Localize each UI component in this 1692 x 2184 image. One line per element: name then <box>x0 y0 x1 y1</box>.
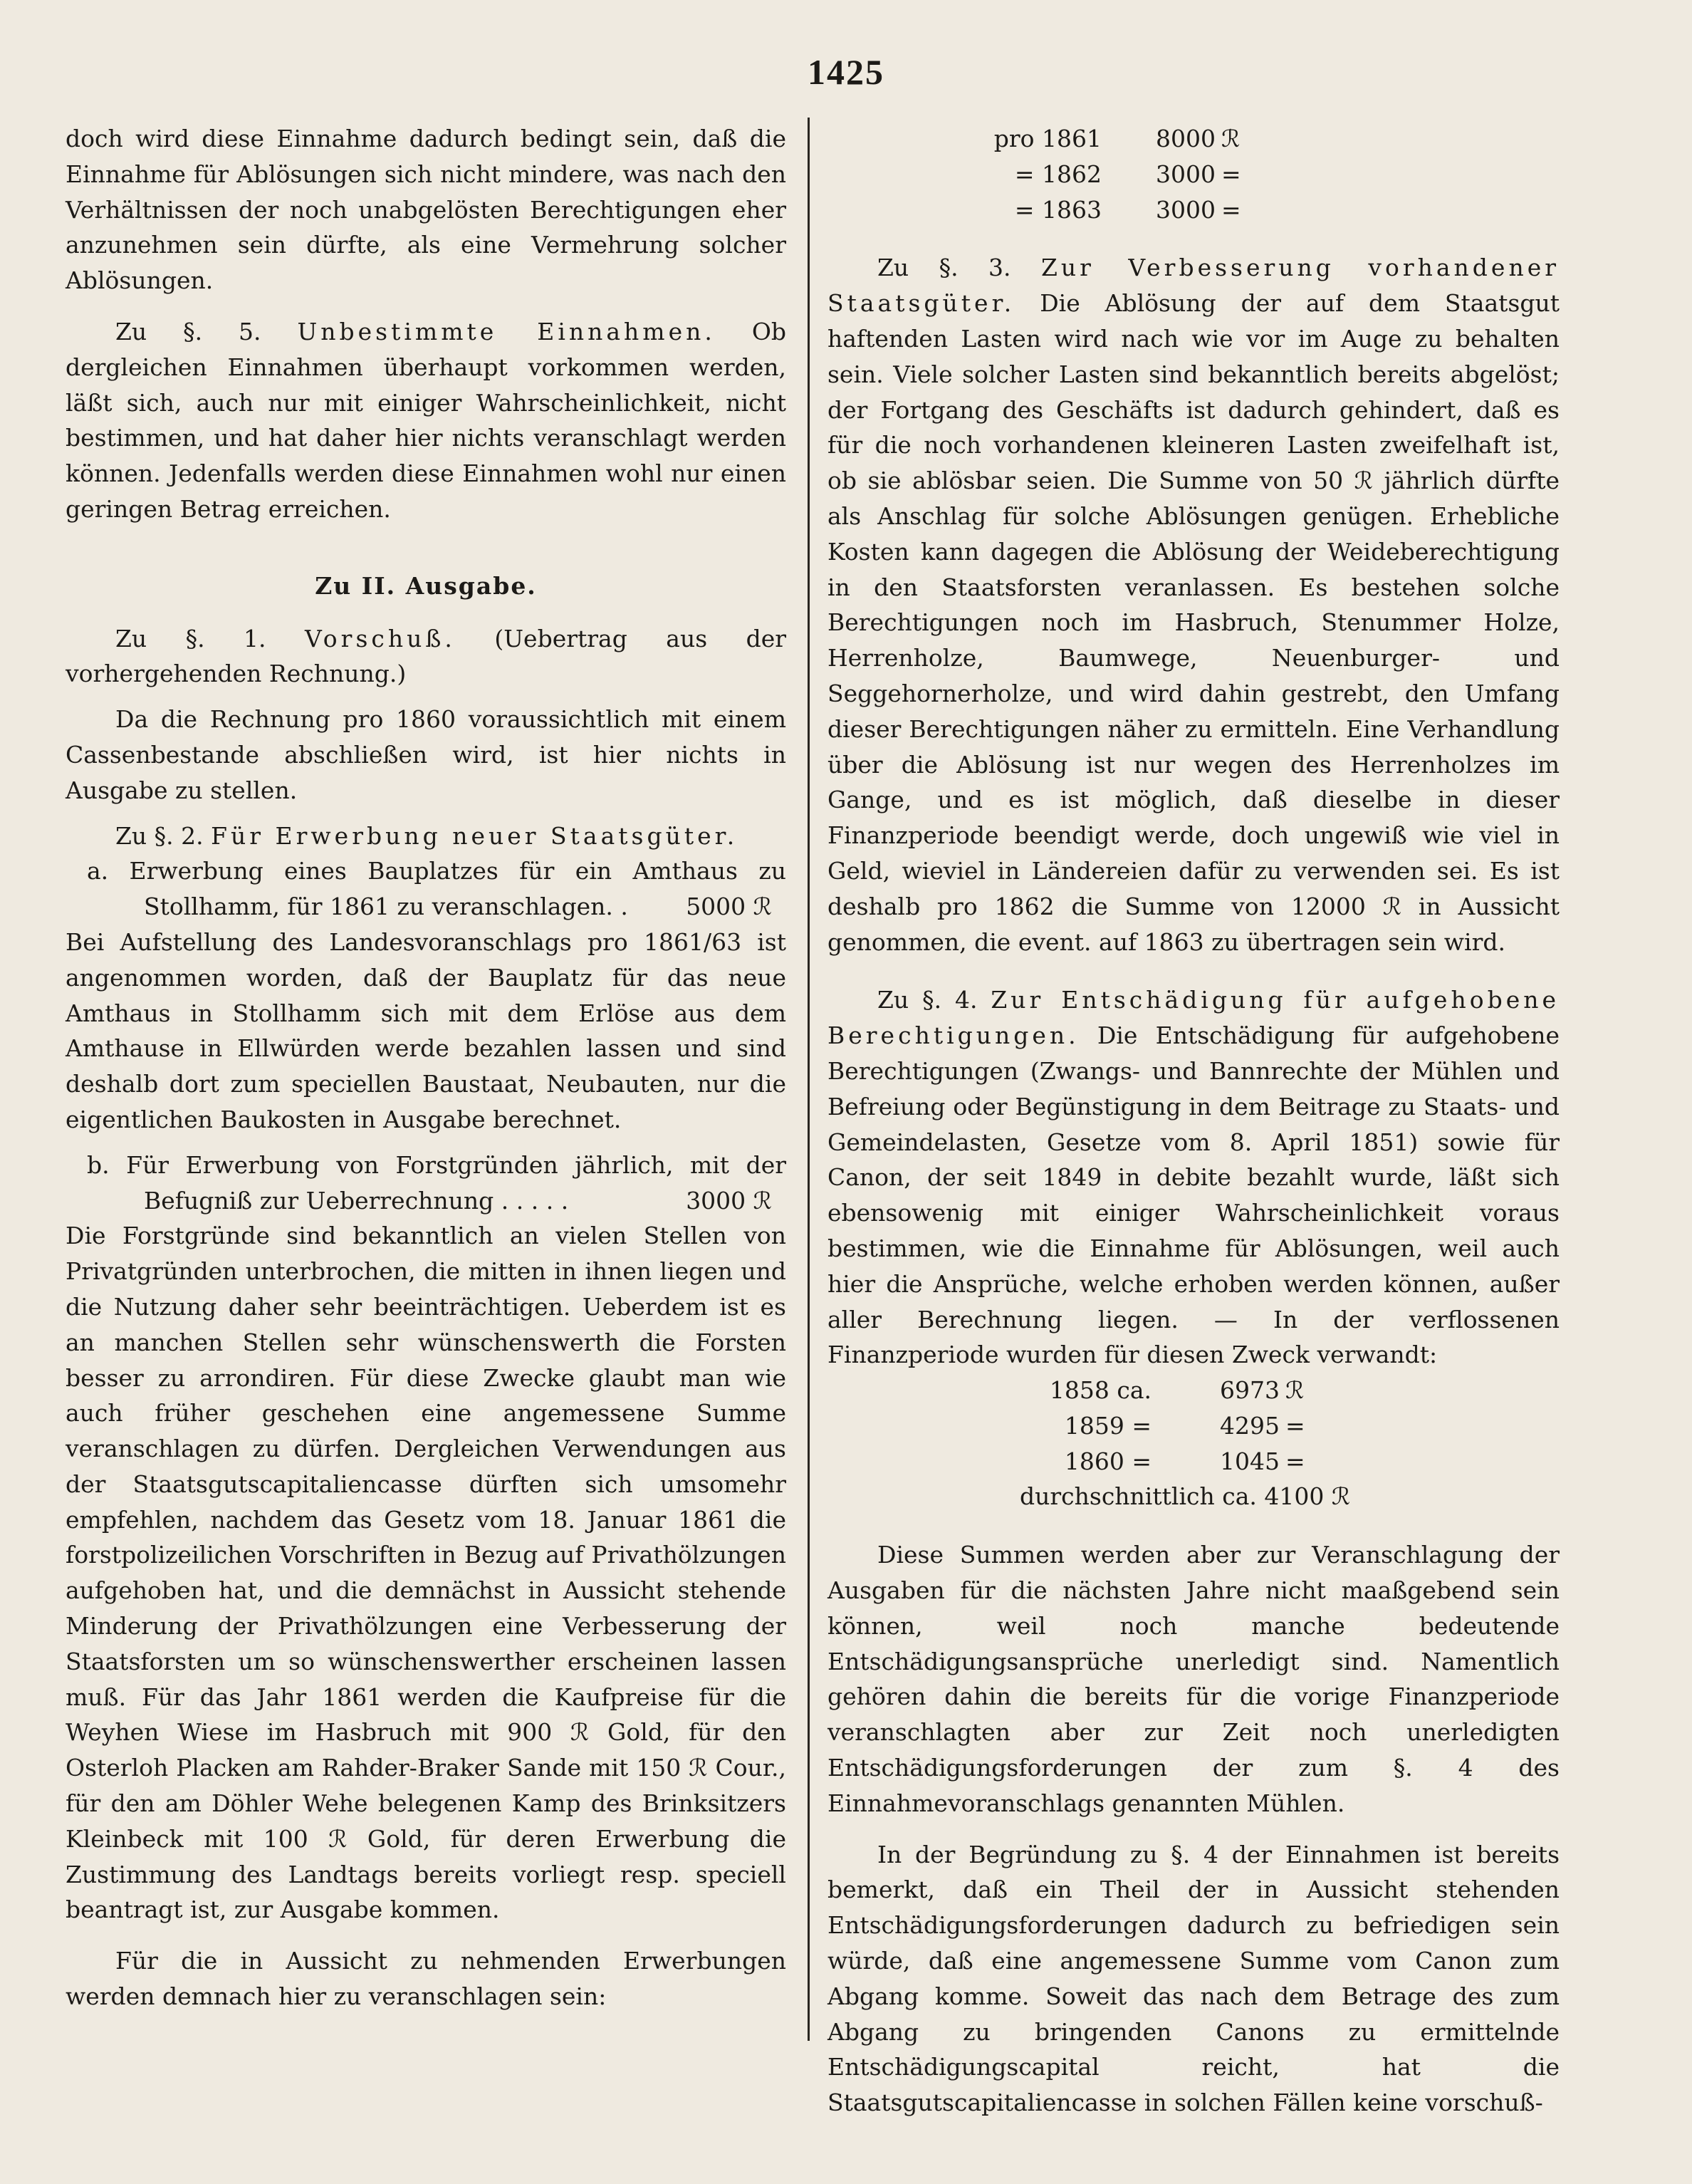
item-b-amount: 3000 ℛ <box>686 1186 772 1215</box>
paragraph-begruendung: In der Begründung zu §. 4 der Einnahmen ist bereits bemerkt, daß ein Theil der in Aussicht stehenden Entschädigungsforderungen dadurch zu befriedigen sein würde, daß eine angemessene Summe vom Canon zum Abgang komme. Soweit das nach dem Betrage des zum Abgang zu bringenden Canons zu ermittelnde Entschädigungscapital reicht, hat die Staatsgutscapitaliencasse in solchen Fällen keine vorschuß- <box>827 1840 1560 2117</box>
section-1-label: Zu §. 1. <box>115 624 266 652</box>
item-a-explanation: Bei Aufstellung des Landesvoranschlags pro 1861/63 ist angenommen worden, daß der Bauplatz für das neue Amthaus in Stollhamm sich mit dem Erlöse aus dem Amthause in Ellwürden werde bezahlen lassen und sind deshalb dort zum speciellen Baustaat, Neubauten, nur die eigentlichen Baukosten in Ausgabe berechnet. <box>66 927 786 1133</box>
section-4-text: Die Entschädigung für aufgehobene Berechtigungen (Zwangs- und Bannrechte der Mühlen und Befreiung oder Begünstigung in dem Beitrage zu Staats- und Gemeindelasten, Gesetze vom 8. April 1851) sowie für Canon, der seit 1849 in debite bezahlt wurde, läßt sich ebensowenig mit einiger Wahrscheinlichkeit voraus bestimmen, wie die Einnahme für Ablösungen, weil auch hier die Ansprüche, welche erhoben werden können, außer aller Berechnung liegen. — In der verflossenen Finanzperiode wurden für diesen Zweck verwandt: <box>827 1021 1560 1369</box>
section-3-paragraph <box>827 250 1560 960</box>
section-2-heading <box>66 818 786 854</box>
year-row-value: 4295 <box>1220 1411 1280 1440</box>
year-row-unit: = <box>1285 1447 1305 1475</box>
item-b-explanation: Die Forstgründe sind bekanntlich an vielen Stellen von Privatgründen unterbrochen, die mitten in ihnen liegen und die Nutzung daher sehr beeinträchtigen. Ueberdem ist es an manchen Stellen sehr wünschenswerth die Forsten besser zu arrondiren. Für diese Zwecke glaubt man wie auch früher geschehen eine angemessene Summe veranschlagen zu dürfen. Dergleichen Verwendungen aus der Staatsgutscapitaliencasse dürften sich umsomehr empfehlen, nachdem das Gesetz vom 18. Januar 1861 die forstpolizeilichen Vorschriften in Bezug auf Privathölzungen aufgehoben hat, und die demnächst in Aussicht stehende Minderung der Privathölzungen eine Verbesserung der Staatsforsten um so wünschenswerther erscheinen lassen muß. Für das Jahr 1861 werden die Kaufpreise für die Weyhen Wiese im Hasbruch mit 900 ℛ Gold, für den Osterloh Placken am Rahder-Braker Sande mit 150 ℛ Cour., für den am Döhler Wehe belegenen Kamp des Brinksitzers Kleinbeck mit 100 ℛ Gold, für deren Erwerbung die Zustimmung des Landtags bereits vorliegt resp. speciell beantragt ist, zur Ausgabe kommen. <box>66 1222 786 1924</box>
year-row-label: 1858 ca. <box>1049 1376 1152 1405</box>
pro-row-value: 3000 <box>1156 160 1216 188</box>
page-number: 1425 <box>808 52 884 92</box>
year-row <box>827 1408 1560 1444</box>
section-1-paragraph <box>66 621 786 692</box>
pro-row-label: = 1862 <box>1014 160 1102 188</box>
year-row-label: 1859 = <box>1064 1411 1152 1440</box>
section-1-title: Vorschuß. <box>305 624 456 652</box>
paragraph-diese-summen: Diese Summen werden aber zur Veranschlagung der Ausgaben für die nächsten Jahre nicht maaßgebend sein können, weil noch manche bedeutende Entschädigungsansprüche unerledigt sind. Namentlich gehören dahin die bereits für die vorige Finanzperiode veranschlagten aber zur Zeit noch unerledigten Entschädigungsforderungen der zum §. 4 des Einnahmevoranschlags genannten Mühlen. <box>827 1541 1560 1817</box>
pro-row <box>827 121 1560 157</box>
section-5-label: Zu §. 5. <box>115 317 261 345</box>
right-column <box>827 121 1560 2121</box>
pro-row <box>827 157 1560 192</box>
item-a-text: a. Erwerbung eines Bauplatzes für ein Amthaus zu Stollhamm, für 1861 zu veranschlagen. . <box>87 857 786 921</box>
section-2-label: Zu §. 2. <box>115 821 204 850</box>
pro-table <box>827 121 1560 227</box>
section-1-note: (Uebertrag aus der vorhergehenden Rechnung.) <box>66 624 787 688</box>
left-column <box>66 121 786 2014</box>
year-row-label: 1860 = <box>1064 1447 1152 1475</box>
years-table <box>827 1373 1560 1514</box>
section-5-title: Unbestimmte Einnahmen. <box>297 317 716 345</box>
average-line: durchschnittlich ca. 4100 ℛ <box>1020 1482 1351 1511</box>
year-row-unit: = <box>1285 1411 1305 1440</box>
year-row <box>827 1444 1560 1480</box>
left-paragraph-continuation: doch wird diese Einnahme dadurch bedingt sein, daß die Einnahme für Ablösungen sich nicht mindere, was nach den Verhältnissen der noch unabgelösten Berechtigungen eher anzunehmen sein dürfte, als eine Vermehrung solcher Ablösungen. <box>66 125 786 295</box>
section-5-paragraph <box>66 314 786 527</box>
item-b-text: b. Für Erwerbung von Forstgründen jährlich, mit der Befugniß zur Ueberrechnung . . . . . <box>87 1150 786 1215</box>
closing-paragraph: Für die in Aussicht zu nehmenden Erwerbungen werden demnach hier zu veranschlagen sein: <box>66 1947 786 2011</box>
pro-row-label: = 1863 <box>1014 195 1102 224</box>
section-3-label: Zu §. 3. <box>877 254 1011 282</box>
section-heading-ausgabe: Zu II. Ausgabe. <box>315 571 537 600</box>
section-2-title: Für Erwerbung neuer Staatsgüter. <box>211 821 738 850</box>
section-5-text: Ob dergleichen Einnahmen überhaupt vorkommen werden, läßt sich, auch nur mit einiger Wahrscheinlichkeit, nicht bestimmen, und hat daher hier nichts veranschlagt werden können. Jedenfalls werden diese Einnahmen wohl nur einen geringen Betrag erreichen. <box>66 317 786 523</box>
year-row-unit: ℛ <box>1285 1376 1305 1405</box>
pro-row-unit: ℛ <box>1221 125 1241 152</box>
section-4-label: Zu §. 4. <box>877 986 978 1014</box>
section-1-text: Da die Rechnung pro 1860 voraussichtlich mit einem Cassenbestande abschließen wird, ist hier nichts in Ausgabe zu stellen. <box>66 705 786 804</box>
year-row <box>827 1373 1560 1408</box>
pro-row-unit: = <box>1221 195 1241 224</box>
pro-row-value: 3000 <box>1156 195 1216 224</box>
pro-row-unit: = <box>1221 160 1241 188</box>
item-a-amount: 5000 ℛ <box>686 893 772 921</box>
section-3-title: Zur Verbesserung vorhandener Staatsgüter. <box>827 254 1560 318</box>
pro-row-value: 8000 <box>1156 125 1216 152</box>
item-a <box>66 853 786 925</box>
item-b <box>66 1148 786 1219</box>
year-row-value: 1045 <box>1220 1447 1280 1475</box>
section-3-text: Die Ablösung der auf dem Staatsgut haftenden Lasten wird nach wie vor im Auge zu behalten sein. Viele solcher Lasten sind bekanntlich bereits abgelöst; der Fortgang des Geschäfts ist dadurch gehindert, daß es für die noch vorhandenen kleineren Lasten zweifelhaft ist, ob sie ablösbar seien. Die Summe von 50 ℛ jährlich dürfte als Anschlag für solche Ablösungen genügen. Erhebliche Kosten kann dagegen die Ablösung der Weideberechtigung in den Staatsforsten veranlassen. Es bestehen solche Berechtigungen noch im Hasbruch, Stenummer Holze, Herrenholze, Baumwege, Neuenburger- und Seggehornerholze, und wird dahin gestrebt, den Umfang dieser Berechtigungen näher zu ermitteln. Eine Verhandlung über die Ablösung ist nur wegen des Herrenholzes im Gange, und es ist möglich, daß dieselbe in dieser Finanzperiode beendigt werde, doch ungewiß wie viel in Geld, wieviel in Ländereien dafür zu verwenden sei. Es ist deshalb pro 1862 die Summe von 12000 ℛ in Aussicht genommen, die event. auf 1863 zu übertragen sein wird. <box>827 289 1560 956</box>
pro-row <box>827 192 1560 228</box>
section-4-title: Zur Entschädigung für aufgehobene Berechtigungen. <box>827 986 1560 1050</box>
column-divider <box>808 118 810 2041</box>
year-row-value: 6973 <box>1220 1376 1280 1405</box>
pro-row-label: pro 1861 <box>993 125 1102 152</box>
section-4-paragraph <box>827 982 1560 1373</box>
